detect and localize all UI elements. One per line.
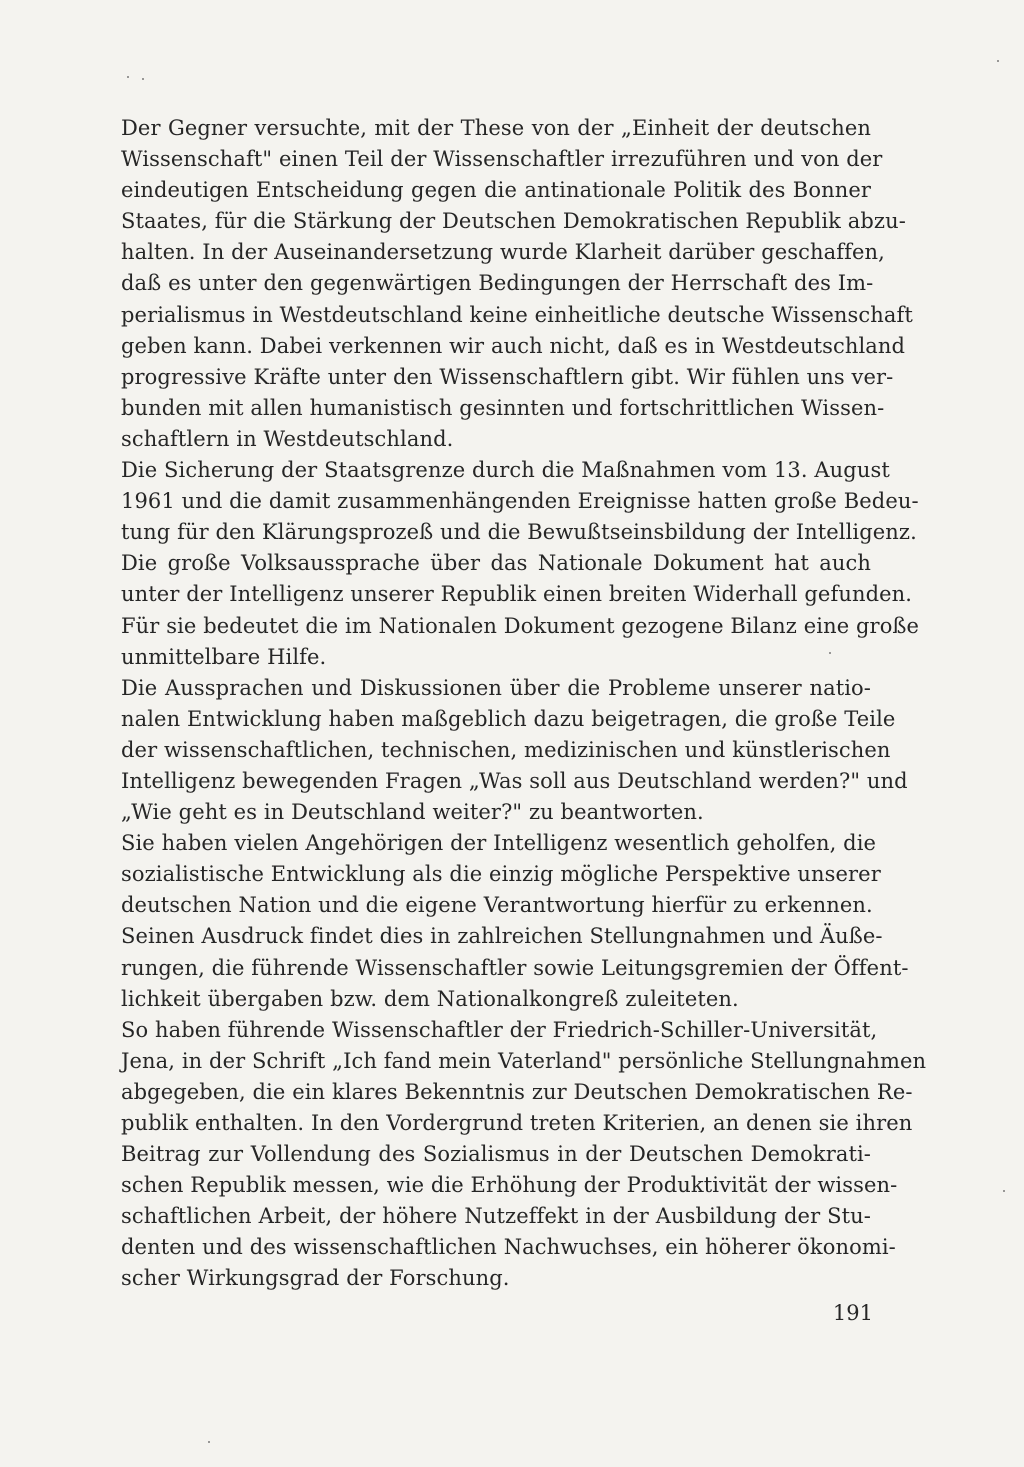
text-line: halten. In der Auseinandersetzung wurde Klarheit darüber geschaffen, <box>121 240 885 265</box>
text-line: Beitrag zur Vollendung des Sozialismus in der Deutschen Demokrati- <box>121 1142 871 1167</box>
text-line: deutschen Nation und die eigene Verantwortung hierfür zu erkennen. <box>121 893 873 918</box>
text-line: schaftlern in Westdeutschland. <box>121 426 454 451</box>
text-line: schen Republik messen, wie die Erhöhung der Produktivität der wissen- <box>121 1173 898 1198</box>
text-line: Seinen Ausdruck findet dies in zahlreichen Stellungnahmen und Äuße- <box>121 924 883 949</box>
body-text <box>121 113 927 1295</box>
text-line: abgegeben, die ein klares Bekenntnis zur Deutschen Demokratischen Re- <box>121 1079 913 1104</box>
text-line: publik enthalten. In den Vordergrund treten Kriterien, an denen sie ihren <box>121 1111 913 1135</box>
text-line: nalen Entwicklung haben maßgeblich dazu beigetragen, die große Teile <box>121 706 896 731</box>
text-line: So haben führende Wissenschaftler der Friedrich-Schiller-Universität, <box>121 1017 878 1042</box>
text-line: sozialistische Entwicklung als die einzig mögliche Perspektive unserer <box>121 862 881 887</box>
paragraph <box>121 455 919 548</box>
text-line: 1961 und die damit zusammenhängenden Ereignisse hatten große Bedeu- <box>121 489 919 514</box>
text-line: denten und des wissenschaftlichen Nachwuchses, ein höherer ökonomi- <box>121 1235 896 1260</box>
text-line: Sie haben vielen Angehörigen der Intelligenz wesentlich geholfen, die <box>121 831 877 856</box>
paragraph <box>121 548 920 672</box>
text-line: Staates, für die Stärkung der Deutschen Demokratischen Republik abzu- <box>121 209 906 234</box>
text-line: Die Sicherung der Staatsgrenze durch die Maßnahmen vom 13. August <box>121 458 890 483</box>
text-line: Intelligenz bewegenden Fragen „Was soll aus Deutschland werden?" und <box>121 768 908 793</box>
text-line: Die Aussprachen und Diskussionen über die Probleme unserer natio- <box>121 675 871 700</box>
text-line: lichkeit übergaben bzw. dem Nationalkongreß zuleiteten. <box>121 986 739 1011</box>
scan-speck <box>142 78 144 80</box>
text-line: Für sie bedeutet die im Nationalen Dokument gezogene Bilanz eine große <box>121 613 920 638</box>
paragraph <box>121 113 913 455</box>
text-line: unmittelbare Hilfe. <box>121 644 327 669</box>
text-line: scher Wirkungsgrad der Forschung. <box>121 1266 510 1291</box>
text-line: „Wie geht es in Deutschland weiter?" zu beantworten. <box>121 800 704 825</box>
text-line: perialismus in Westdeutschland keine einheitliche deutsche Wissenschaft <box>121 302 913 327</box>
text-line: bunden mit allen humanistisch gesinnten und fortschrittlichen Wissen- <box>121 395 885 420</box>
paragraph <box>121 1015 927 1295</box>
scan-speck <box>997 60 999 62</box>
text-line: der wissenschaftlichen, technischen, medizinischen und künstlerischen <box>121 737 891 762</box>
text-line: unter der Intelligenz unserer Republik einen breiten Widerhall gefunden. <box>121 582 913 607</box>
text-line: Wissenschaft" einen Teil der Wissenschaftler irrezuführen und von der <box>121 147 883 172</box>
page-number: 191 <box>832 1301 873 1325</box>
text-line: eindeutigen Entscheidung gegen die antinationale Politik des Bonner <box>121 178 871 203</box>
paragraph <box>121 828 909 1015</box>
text-line: daß es unter den gegenwärtigen Bedingungen der Herrschaft des Im- <box>121 271 874 296</box>
scan-speck <box>127 76 129 78</box>
paragraph <box>121 673 908 828</box>
text-line: Der Gegner versuchte, mit der These von der „Einheit der deutschen <box>121 116 871 140</box>
text-line: geben kann. Dabei verkennen wir auch nicht, daß es in Westdeutschland <box>121 333 906 358</box>
scan-speck <box>208 1441 210 1443</box>
text-line: schaftlichen Arbeit, der höhere Nutzeffekt in der Ausbildung der Stu- <box>121 1204 871 1229</box>
scan-speck <box>1003 1190 1005 1192</box>
text-line: Die große Volksaussprache über das Nationale Dokument hat auch <box>121 551 871 576</box>
text-line: Jena, in der Schrift „Ich fand mein Vaterland" persönliche Stellungnahmen <box>121 1048 927 1073</box>
text-line: progressive Kräfte unter den Wissenschaftlern gibt. Wir fühlen uns ver- <box>121 364 894 389</box>
text-line: tung für den Klärungsprozeß und die Bewußtseinsbildung der Intelligenz. <box>121 520 917 545</box>
text-line: rungen, die führende Wissenschaftler sowie Leitungsgremien der Öffent- <box>121 955 909 980</box>
